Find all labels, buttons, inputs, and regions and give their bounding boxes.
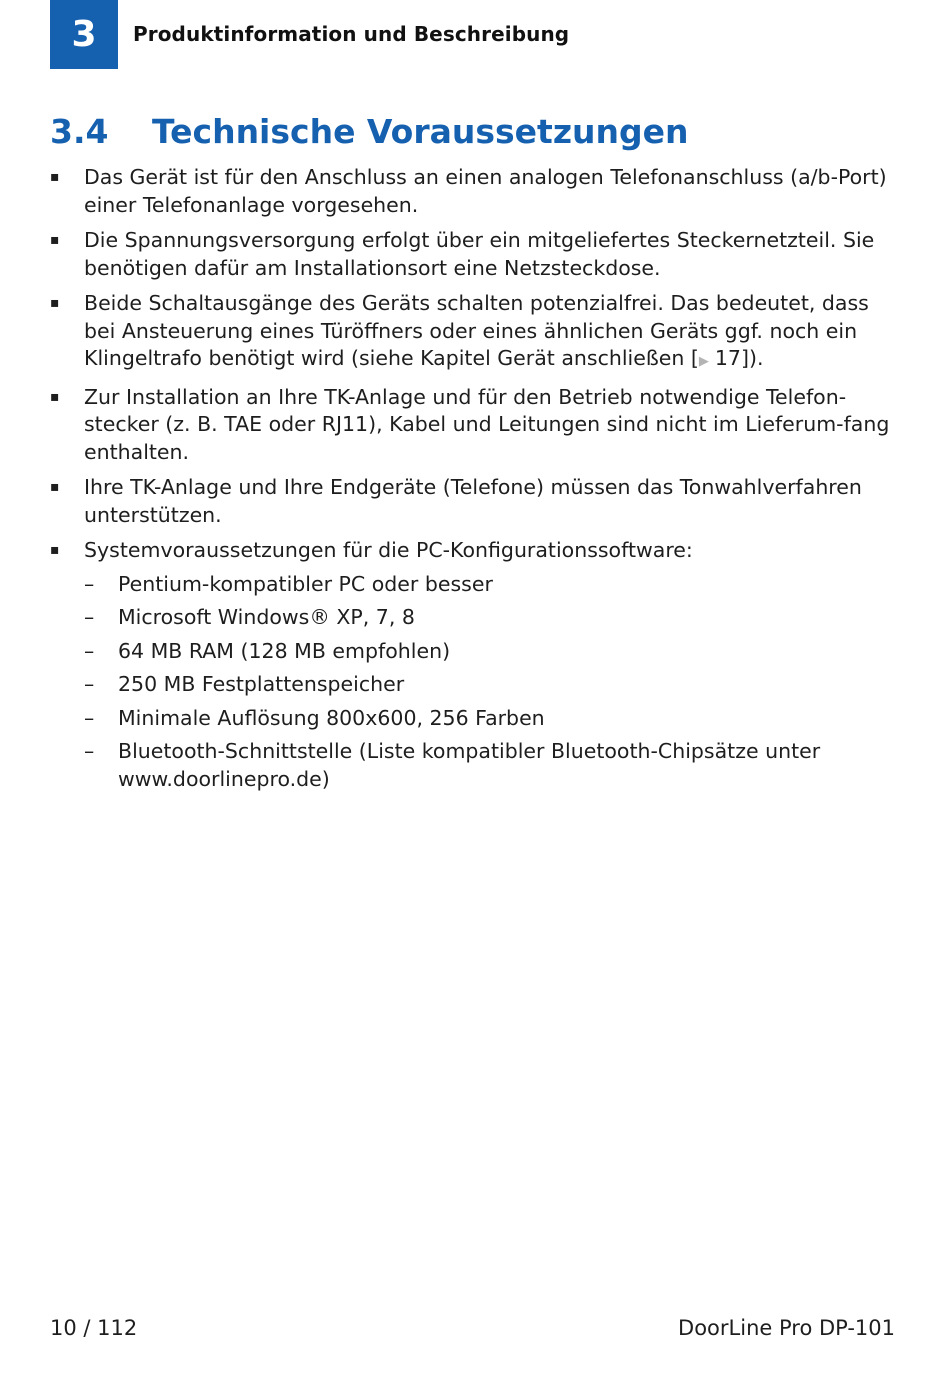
section-number: 3.4	[50, 112, 109, 151]
list-item	[50, 537, 895, 793]
sub-list-item-text: 250 MB Festplattenspeicher	[118, 672, 405, 696]
dash-marker: –	[84, 672, 95, 696]
bullet-marker: ▪	[50, 388, 60, 405]
list-item-text: Zur Installation an Ihre TK-Anlage und für den Betrieb notwendige Telefon-stecker (z. B. TAE oder RJ11), Kabel und Leitungen sind nicht im Lieferum-fang enthalten.	[84, 384, 890, 464]
sub-list-item	[84, 571, 895, 599]
requirements-list	[50, 164, 895, 793]
sub-list-item	[84, 738, 895, 793]
list-item-text: Systemvoraussetzungen für die PC-Konfigurationssoftware:	[84, 538, 693, 562]
section-heading	[50, 112, 689, 151]
bullet-marker: ▪	[50, 542, 60, 558]
bullet-marker: ▪	[50, 232, 60, 248]
sub-list-item-text: Microsoft Windows® XP, 7, 8	[118, 605, 415, 629]
dash-marker: –	[84, 605, 95, 629]
page-number: 10 / 112	[50, 1316, 138, 1340]
sub-list-item	[84, 604, 895, 632]
sub-list-item	[84, 638, 895, 666]
list-item-text-end: ]).	[740, 346, 764, 370]
sub-list-item-text: Bluetooth-Schnittstelle (Liste kompatibler Bluetooth-Chipsätze unter www.doorlinepro.de)	[118, 739, 821, 791]
chapter-title: Produktinformation und Beschreibung	[133, 22, 570, 46]
dash-marker: –	[84, 638, 95, 663]
dash-marker: –	[84, 705, 95, 730]
sub-list-item	[84, 671, 895, 699]
dash-marker: –	[84, 739, 95, 763]
sub-list-item-text: 64 MB RAM (128 MB empfohlen)	[118, 638, 451, 663]
bullet-marker: ▪	[50, 295, 60, 311]
system-requirements-list	[84, 571, 895, 794]
sub-list-item-text: Minimale Auflösung 800x600, 256 Farben	[118, 705, 545, 730]
list-item	[50, 384, 895, 467]
list-item	[50, 290, 895, 376]
list-item	[50, 227, 895, 282]
sub-list-item-text: Pentium-kompatibler PC oder besser	[118, 571, 493, 596]
page-reference-link[interactable]: 17	[714, 346, 741, 370]
section-title: Technische Voraussetzungen	[152, 112, 689, 151]
list-item-text: Die Spannungsversorgung erfolgt über ein mitgeliefertes Steckernetzteil. Sie benötigen dafür am Installationsort eine Netzsteckdose.	[84, 228, 875, 280]
list-item-text: Beide Schaltausgänge des Geräts schalten potenzialfrei. Das bedeutet, dass bei Ansteuerung eines Türöffners oder eines ähnlichen Geräts ggf. noch ein Klingeltrafo benötigt wird (siehe Kapitel Gerät anschließen [	[84, 291, 869, 370]
list-item-text: Ihre TK-Anlage und Ihre Endgeräte (Telefone) müssen das Tonwahlverfahren unterstützen.	[84, 475, 862, 527]
bullet-marker: ▪	[50, 169, 60, 185]
page-reference-arrow-icon: ▶	[698, 354, 709, 369]
list-item	[50, 474, 895, 529]
bullet-marker: ▪	[50, 479, 60, 495]
list-item-text: Das Gerät ist für den Anschluss an einen analogen Telefonanschluss (a/b-Port) einer Telefonanlage vorgesehen.	[84, 165, 887, 217]
page-content	[50, 164, 895, 801]
list-item	[50, 164, 895, 219]
product-name: DoorLine Pro DP-101	[678, 1316, 895, 1340]
dash-marker: –	[84, 571, 95, 596]
chapter-number-badge: 3	[50, 0, 118, 69]
sub-list-item	[84, 705, 895, 733]
